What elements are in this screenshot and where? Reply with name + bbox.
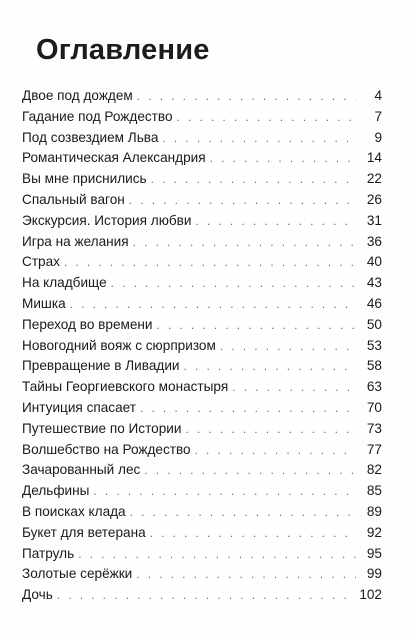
dot-leader xyxy=(184,356,356,377)
toc-entry xyxy=(22,211,382,232)
dot-leader xyxy=(140,398,356,419)
dot-leader xyxy=(196,211,357,232)
toc-entry-title: Переход во времени xyxy=(22,316,153,332)
toc-entry xyxy=(22,232,382,253)
toc-entry xyxy=(22,107,382,128)
toc-entry-page: 50 xyxy=(366,316,382,332)
toc-entry xyxy=(22,356,382,377)
toc-entry-title: Интуиция спасает xyxy=(22,399,136,415)
dot-leader xyxy=(210,148,356,169)
dot-leader xyxy=(151,169,356,190)
toc-entry-title: Вы мне приснились xyxy=(22,171,147,187)
toc-entry-title: Дочь xyxy=(22,587,53,603)
toc-entry-title: Путешествие по Истории xyxy=(22,420,182,436)
dot-leader xyxy=(144,460,356,481)
toc-entry-page: 92 xyxy=(366,524,382,540)
toc-entry xyxy=(22,336,382,357)
toc-entry-title: Тайны Георгиевского монастыря xyxy=(22,379,229,395)
toc-entry-page: 7 xyxy=(374,108,382,124)
dot-leader xyxy=(150,523,356,544)
toc-entry xyxy=(22,190,382,211)
toc-entry-title: Под созвездием Льва xyxy=(22,129,159,145)
toc-entry xyxy=(22,544,382,565)
toc-entry-title: Экскурсия. История любви xyxy=(22,212,192,228)
toc-entry xyxy=(22,128,382,149)
toc-entry-page: 36 xyxy=(366,233,382,249)
toc-entry xyxy=(22,294,382,315)
toc-entry-page: 22 xyxy=(366,171,382,187)
toc-entry-title: В поисках клада xyxy=(22,503,126,519)
toc-entry-page: 31 xyxy=(366,212,382,228)
toc-entry xyxy=(22,398,382,419)
toc-entry-page: 9 xyxy=(374,129,382,145)
dot-leader xyxy=(137,86,356,107)
toc-entry-page: 63 xyxy=(366,379,382,395)
toc-entry-page: 73 xyxy=(366,420,382,436)
toc-entry xyxy=(22,502,382,523)
toc-entry-page: 95 xyxy=(366,545,382,561)
table-of-contents xyxy=(22,86,382,606)
dot-leader xyxy=(130,502,356,523)
toc-entry-page: 85 xyxy=(366,483,382,499)
toc-entry-title: Золотые серёжки xyxy=(22,566,133,582)
dot-leader xyxy=(78,544,356,565)
toc-entry xyxy=(22,481,382,502)
dot-leader xyxy=(93,481,356,502)
toc-entry-page: 14 xyxy=(366,150,382,166)
toc-entry-page: 43 xyxy=(366,275,382,291)
toc-entry xyxy=(22,460,382,481)
toc-entry-title: Новогодний вояж с сюрпризом xyxy=(22,337,216,353)
dot-leader xyxy=(186,419,357,440)
toc-entry-page: 99 xyxy=(366,566,382,582)
dot-leader xyxy=(177,107,356,128)
dot-leader xyxy=(136,564,356,585)
toc-entry xyxy=(22,585,382,606)
toc-entry-title: Романтическая Александрия xyxy=(22,150,206,166)
dot-leader xyxy=(129,190,356,211)
toc-entry-page: 46 xyxy=(366,295,382,311)
toc-entry xyxy=(22,148,382,169)
toc-entry xyxy=(22,419,382,440)
toc-entry-title: Двое под дождем xyxy=(22,88,133,103)
toc-entry-title: На кладбище xyxy=(22,275,107,291)
page-title: Оглавление xyxy=(36,34,210,66)
toc-entry-page: 89 xyxy=(366,503,382,519)
toc-entry-title: Превращение в Ливадии xyxy=(22,358,180,374)
toc-entry xyxy=(22,523,382,544)
toc-entry-title: Страх xyxy=(22,254,60,270)
toc-entry xyxy=(22,377,382,398)
toc-entry-page: 4 xyxy=(374,88,382,103)
toc-entry-title: Гадание под Рождество xyxy=(22,108,173,124)
toc-entry-title: Зачарованный лес xyxy=(22,462,141,478)
toc-entry xyxy=(22,252,382,273)
toc-entry xyxy=(22,440,382,461)
toc-entry-title: Волшебство на Рождество xyxy=(22,441,191,457)
toc-entry-title: Букет для ветерана xyxy=(22,524,146,540)
toc-entry-page: 70 xyxy=(366,399,382,415)
toc-entry xyxy=(22,564,382,585)
toc-entry-title: Игра на желания xyxy=(22,233,129,249)
dot-leader xyxy=(133,232,356,253)
dot-leader xyxy=(162,128,356,149)
dot-leader xyxy=(111,273,356,294)
toc-entry-page: 40 xyxy=(366,254,382,270)
toc-entry xyxy=(22,273,382,294)
toc-entry-title: Мишка xyxy=(22,295,66,311)
toc-entry-page: 102 xyxy=(359,587,382,603)
toc-entry-page: 53 xyxy=(366,337,382,353)
dot-leader xyxy=(195,440,356,461)
dot-leader xyxy=(220,336,356,357)
toc-entry-page: 77 xyxy=(366,441,382,457)
toc-entry xyxy=(22,315,382,336)
toc-entry-title: Патруль xyxy=(22,545,75,561)
toc-entry xyxy=(22,86,382,107)
dot-leader xyxy=(64,252,356,273)
toc-entry-title: Дельфины xyxy=(22,483,90,499)
dot-leader xyxy=(57,585,356,606)
toc-entry xyxy=(22,169,382,190)
dot-leader xyxy=(232,377,356,398)
toc-entry-page: 26 xyxy=(366,191,382,207)
toc-entry-title: Спальный вагон xyxy=(22,191,125,207)
dot-leader xyxy=(157,315,356,336)
toc-entry-page: 82 xyxy=(366,462,382,478)
dot-leader xyxy=(70,294,356,315)
toc-entry-page: 58 xyxy=(366,358,382,374)
